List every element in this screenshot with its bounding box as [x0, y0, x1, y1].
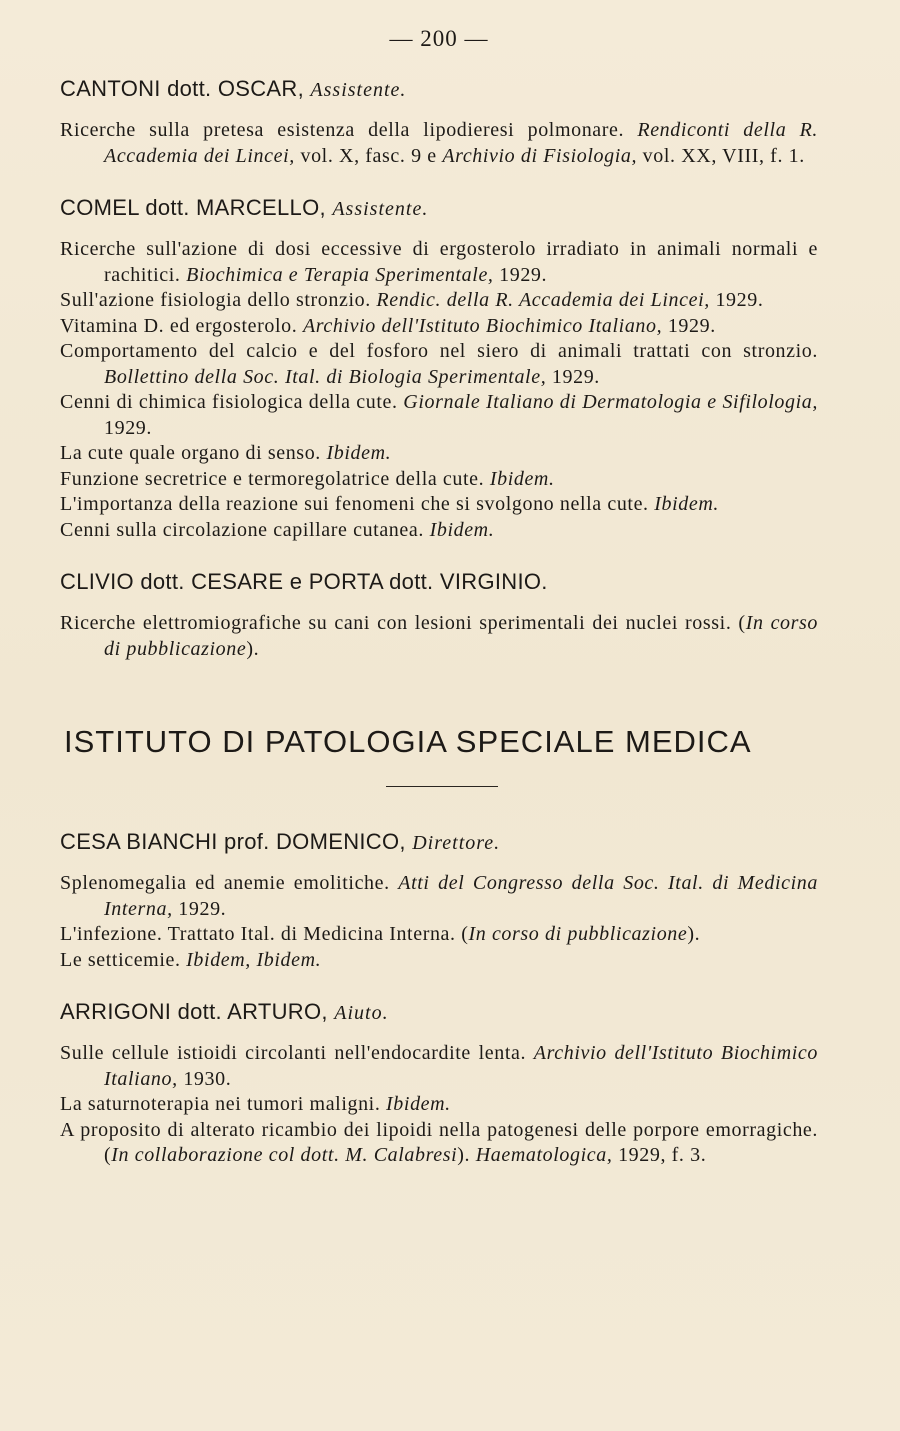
publication-entry: [60, 118, 818, 169]
entry-details: 1929.: [104, 416, 152, 439]
entry-title: Funzione secretrice e termoregolatrice della cute.: [60, 467, 490, 490]
entry-title: La cute quale organo di senso.: [60, 442, 327, 464]
author-name: CANTONI dott. OSCAR,: [60, 76, 304, 101]
publication-entry: [60, 871, 818, 922]
entry-title: Comportamento del calcio e del fosforo nel siero di animali trattati con stronzio.: [60, 340, 818, 362]
entry-title: La saturnoterapia nei tumori maligni.: [60, 1093, 387, 1115]
author-heading: [60, 76, 818, 102]
entry-details: 1929.: [546, 365, 600, 388]
section-title: ISTITUTO DI PATOLOGIA SPECIALE MEDICA: [64, 724, 752, 759]
publication-entry: [60, 611, 818, 662]
author-role: Assistente.: [332, 198, 429, 220]
publication-entry: [60, 288, 818, 314]
entry-citation: Rendic. della R. Accademia dei Lincei,: [376, 289, 710, 311]
publication-entry: [60, 390, 818, 441]
entry-details: 1929, f. 3.: [612, 1144, 707, 1166]
author-heading: [60, 569, 818, 595]
author-name: ARRIGONI dott. ARTURO,: [60, 999, 328, 1024]
entry-citation: Giornale Italiano di Dermatologia e Sifilologia,: [403, 391, 818, 413]
entry-details: 1929.: [493, 263, 548, 286]
entry-citation: In corso di pubblicazione: [104, 612, 819, 660]
author-role: Aiuto.: [334, 1002, 389, 1024]
publication-entry: [60, 1092, 818, 1118]
entry-title: Splenomegalia ed anemie emolitiche.: [60, 872, 399, 894]
publication-entry: [60, 314, 818, 340]
author-name: CLIVIO dott. CESARE e PORTA dott. VIRGINIO.: [60, 569, 548, 594]
author-role: Assistente.: [310, 79, 407, 101]
entry-details: vol. XX, VIII, f. 1.: [637, 144, 805, 167]
top-section: [60, 76, 818, 662]
author-heading: [60, 829, 818, 855]
entry-citation: Archivio dell'Istituto Biochimico Italiano,: [302, 314, 663, 337]
entry-title: Cenni di chimica fisiologica della cute.: [60, 391, 404, 413]
author-block: [60, 195, 818, 543]
publication-entry: [60, 1041, 818, 1092]
author-role: Direttore.: [412, 832, 501, 854]
publication-entry: [60, 492, 818, 518]
entry-title: A proposito di alterato ricambio dei lipoidi nella patogenesi delle porpore emorragiche. (: [60, 1118, 818, 1166]
entry-citation: Archivio dell'Istituto Biochimico Italiano,: [104, 1042, 818, 1090]
entry-title: L'importanza della reazione sui fenomeni che si svolgono nella cute.: [60, 493, 655, 515]
author-block: [60, 76, 818, 169]
entry-details: 1929.: [709, 289, 764, 311]
author-name: COMEL dott. MARCELLO,: [60, 195, 326, 220]
section-divider: [386, 786, 498, 787]
entry-details: vol. X, fasc. 9 e: [294, 144, 443, 167]
entry-details: 1929.: [172, 897, 227, 920]
author-block: [60, 569, 818, 662]
entry-citation: Ibidem.: [654, 493, 720, 515]
entry-citation: Rendiconti della R. Accademia dei Lincei,: [104, 119, 818, 167]
entry-details: 1930.: [177, 1067, 232, 1090]
bottom-section: [60, 829, 818, 1169]
author-block: [60, 999, 818, 1169]
entry-citation: Ibidem.: [386, 1093, 451, 1115]
entry-title: Cenni sulla circolazione capillare cutanea.: [60, 518, 430, 541]
publication-entry: [60, 922, 818, 948]
entry-details: ).: [687, 923, 701, 945]
publication-entry: [60, 1118, 818, 1169]
entry-title: Le setticemie.: [60, 948, 187, 971]
entry-title: Ricerche elettromiografiche su cani con lesioni sperimentali dei nuclei rossi. (: [60, 612, 746, 634]
entry-title: Ricerche sulla pretesa esistenza della lipodieresi polmonare.: [60, 119, 638, 141]
author-block: [60, 829, 818, 973]
entry-citation: Bollettino della Soc. Ital. di Biologia Sperimentale,: [104, 365, 547, 388]
publication-entry: [60, 237, 818, 288]
entry-title: Vitamina D. ed ergosterolo.: [60, 314, 303, 337]
entry-citation: In corso di pubblicazione: [468, 923, 688, 945]
entry-details: 1929.: [662, 314, 716, 337]
entry-title: Sull'azione fisiologia dello stronzio.: [60, 289, 377, 311]
entry-details: ).: [457, 1144, 476, 1166]
entry-citation: Ibidem, Ibidem.: [186, 948, 322, 971]
publication-entry: [60, 518, 818, 544]
entry-title: Sulle cellule istioidi circolanti nell'endocardite lenta.: [60, 1042, 534, 1064]
entry-citation: Biochimica e Terapia Sperimentale,: [186, 263, 494, 286]
entry-citation: Ibidem.: [326, 442, 392, 464]
author-heading: [60, 195, 818, 221]
entry-title: L'infezione. Trattato Ital. di Medicina Interna. (: [60, 923, 469, 945]
entry-citation: Atti del Congresso della Soc. Ital. di Medicina Interna,: [104, 872, 818, 920]
entry-citation: Ibidem.: [429, 518, 495, 541]
entry-details: ).: [246, 637, 260, 660]
page-number: — 200 —: [389, 26, 489, 51]
entry-citation: Ibidem.: [489, 467, 555, 490]
author-heading: [60, 999, 818, 1025]
entry-citation: Haematologica,: [475, 1144, 613, 1166]
publication-entry: [60, 441, 818, 467]
publication-entry: [60, 467, 818, 493]
entry-citation: In collaborazione col dott. M. Calabresi: [111, 1144, 458, 1166]
author-name: CESA BIANCHI prof. DOMENICO,: [60, 829, 406, 854]
publication-entry: [60, 339, 818, 390]
entry-title: Ricerche sull'azione di dosi eccessive di ergosterolo irradiato in animali normali e rachitici.: [60, 238, 818, 286]
entry-citation: Archivio di Fisiologia,: [442, 144, 638, 167]
publication-entry: [60, 948, 818, 974]
